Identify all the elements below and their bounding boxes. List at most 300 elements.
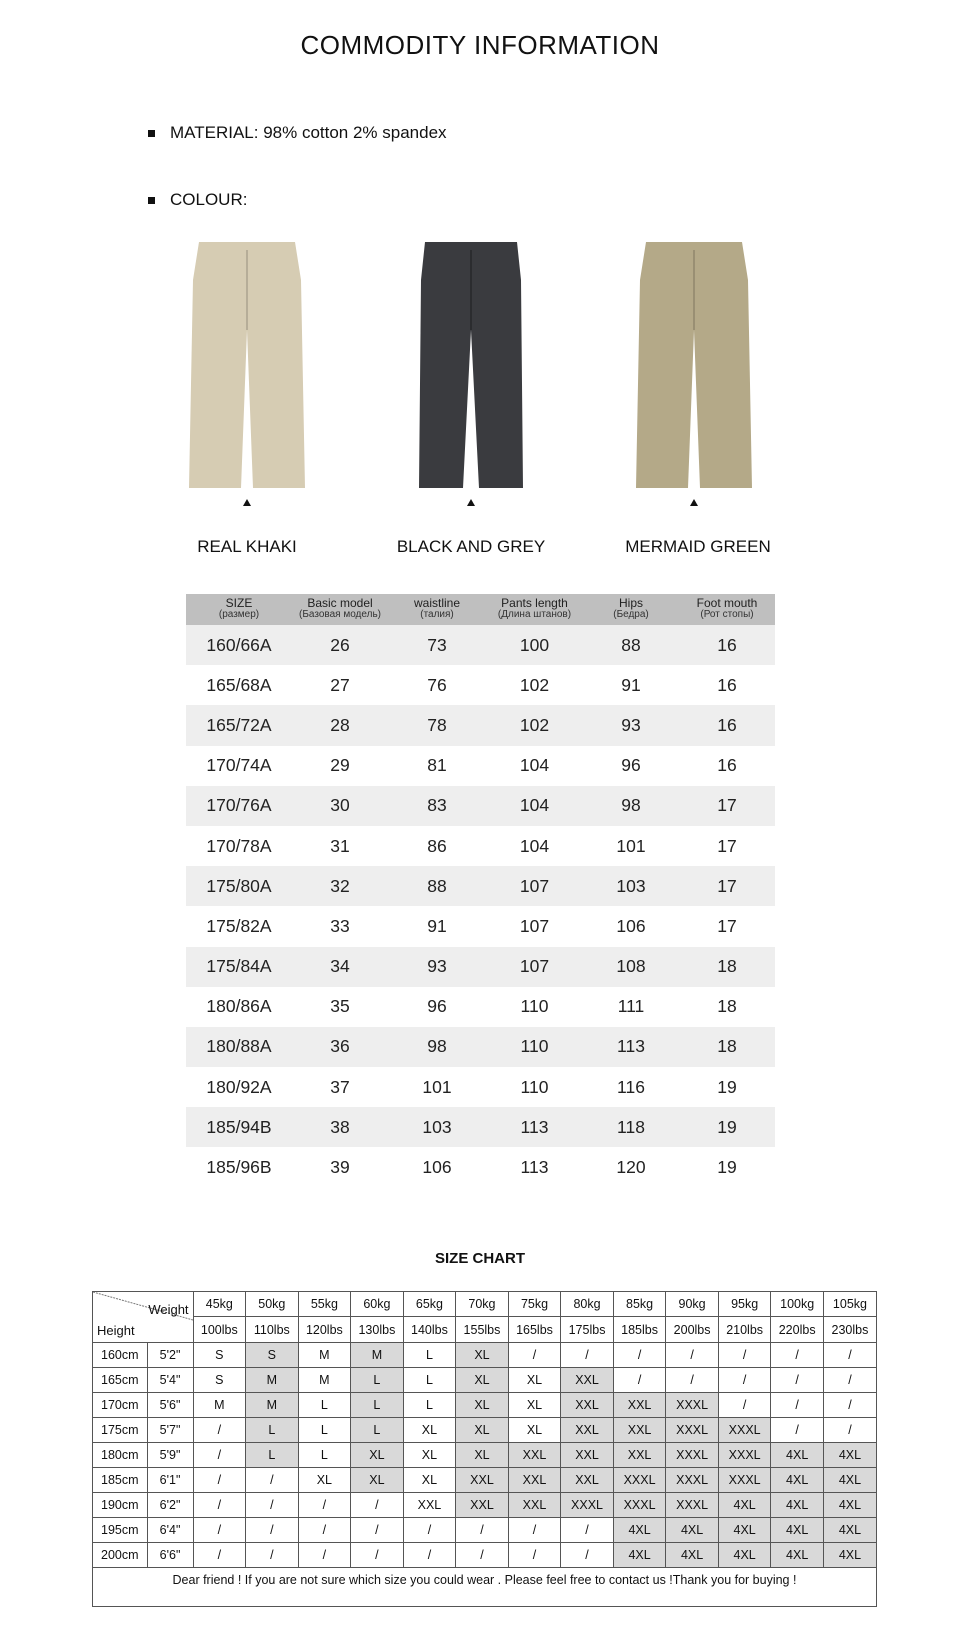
table-row xyxy=(186,826,775,866)
size-cell: / xyxy=(403,1518,456,1543)
height-cm: 200cm xyxy=(93,1543,147,1568)
cell-size: 185/94B xyxy=(206,1116,272,1137)
size-cell: / xyxy=(771,1393,824,1418)
weight-kg-header: 60kg xyxy=(351,1292,404,1317)
size-cell: / xyxy=(351,1493,404,1518)
cell-foot-mouth: 16 xyxy=(717,674,737,695)
size-table-body xyxy=(186,625,775,1188)
table-row xyxy=(186,1107,775,1147)
table-row xyxy=(93,1543,876,1568)
header-hips: Hips (Бедра) xyxy=(613,596,649,620)
weight-kg-header: 100kg xyxy=(771,1292,824,1317)
table-row xyxy=(186,1147,775,1187)
size-cell: / xyxy=(193,1493,246,1518)
cell-foot-mouth: 18 xyxy=(717,1036,737,1057)
weight-lbs-header: 175lbs xyxy=(561,1317,614,1343)
size-cell: 4XL xyxy=(666,1543,719,1568)
cell-hips: 106 xyxy=(616,915,646,936)
size-cell: XXL xyxy=(403,1493,456,1518)
cell-hips: 108 xyxy=(616,956,646,977)
size-cell: XL xyxy=(508,1393,561,1418)
cell-hips: 98 xyxy=(621,795,641,816)
weight-lbs-header: 140lbs xyxy=(403,1317,456,1343)
size-cell: / xyxy=(246,1543,299,1568)
footer-note: Dear friend ! If you are not sure which size you could wear . Please feel free to contact us !Thank you for buying ! xyxy=(172,1573,797,1587)
cell-hips: 96 xyxy=(621,755,641,776)
size-cell: / xyxy=(771,1418,824,1443)
size-cell: / xyxy=(718,1368,771,1393)
size-cell: XXXL xyxy=(613,1468,666,1493)
size-cell: 4XL xyxy=(718,1518,771,1543)
size-cell: L xyxy=(351,1418,404,1443)
cell-hips: 101 xyxy=(616,835,646,856)
table-row xyxy=(93,1368,876,1393)
size-cell: XXL xyxy=(508,1443,561,1468)
size-cell: XXL xyxy=(613,1443,666,1468)
size-cell: XL xyxy=(456,1393,509,1418)
size-cell: L xyxy=(298,1393,351,1418)
table-row xyxy=(186,786,775,826)
size-cell: / xyxy=(298,1543,351,1568)
size-cell: / xyxy=(403,1543,456,1568)
size-cell: XXL xyxy=(456,1468,509,1493)
table-row xyxy=(93,1493,876,1518)
cell-waistline: 73 xyxy=(427,634,447,655)
cell-size: 180/88A xyxy=(206,1036,272,1057)
size-cell: XL xyxy=(508,1368,561,1393)
height-ft: 6'4" xyxy=(147,1518,193,1543)
size-cell: / xyxy=(771,1343,824,1368)
cell-waistline: 96 xyxy=(427,996,447,1017)
cell-pants-length: 107 xyxy=(519,875,550,896)
colour-name-mermaid-green: MERMAID GREEN xyxy=(625,537,771,556)
size-cell: S xyxy=(193,1368,246,1393)
table-row xyxy=(186,705,775,745)
size-cell: XL xyxy=(351,1443,404,1468)
size-cell: XXXL xyxy=(613,1493,666,1518)
height-ft: 5'4" xyxy=(147,1368,193,1393)
size-cell: XL xyxy=(456,1443,509,1468)
size-cell: L xyxy=(351,1368,404,1393)
size-cell: 4XL xyxy=(823,1543,876,1568)
weight-kg-header: 95kg xyxy=(718,1292,771,1317)
size-cell: XL xyxy=(351,1468,404,1493)
size-cell: 4XL xyxy=(666,1518,719,1543)
size-cell: / xyxy=(508,1518,561,1543)
arrow-up-icon xyxy=(243,499,251,506)
height-cm: 170cm xyxy=(93,1393,147,1418)
arrow-up-icon xyxy=(690,499,698,506)
size-cell: 4XL xyxy=(771,1518,824,1543)
size-cell: XL xyxy=(298,1468,351,1493)
cell-foot-mouth: 19 xyxy=(717,1076,737,1097)
cell-foot-mouth: 19 xyxy=(717,1116,737,1137)
height-ft: 5'2" xyxy=(147,1343,193,1368)
weight-kg-header: 50kg xyxy=(246,1292,299,1317)
material-row xyxy=(148,123,447,143)
table-row xyxy=(93,1468,876,1493)
height-cm: 180cm xyxy=(93,1443,147,1468)
table-row xyxy=(186,665,775,705)
table-row xyxy=(93,1343,876,1368)
size-cell: XL xyxy=(456,1368,509,1393)
cell-waistline: 93 xyxy=(427,956,447,977)
weight-kg-header: 75kg xyxy=(508,1292,561,1317)
size-cell: / xyxy=(823,1343,876,1368)
size-cell: L xyxy=(403,1343,456,1368)
height-cm: 185cm xyxy=(93,1468,147,1493)
size-cell: / xyxy=(666,1343,719,1368)
header-foot-mouth: Foot mouth (Рот стопы) xyxy=(696,596,758,620)
cell-size: 175/82A xyxy=(206,915,272,936)
size-cell: / xyxy=(193,1443,246,1468)
size-cell: XXXL xyxy=(666,1493,719,1518)
weight-lbs-header: 120lbs xyxy=(298,1317,351,1343)
cell-size: 180/92A xyxy=(206,1076,272,1097)
size-cell: XXXL xyxy=(666,1418,719,1443)
size-cell: 4XL xyxy=(823,1493,876,1518)
cell-pants-length: 110 xyxy=(520,1036,549,1057)
pants-black-grey-icon xyxy=(411,240,531,490)
cell-basic-model: 30 xyxy=(330,795,350,816)
size-cell: 4XL xyxy=(771,1468,824,1493)
material-text: MATERIAL: 98% cotton 2% spandex xyxy=(170,123,447,142)
height-ft: 6'6" xyxy=(147,1543,193,1568)
header-size: SIZE (размер) xyxy=(218,596,260,620)
cell-waistline: 103 xyxy=(422,1116,452,1137)
cell-size: 170/78A xyxy=(206,835,272,856)
table-row xyxy=(186,866,775,906)
cell-hips: 120 xyxy=(616,1157,646,1178)
bullet-icon xyxy=(148,197,155,204)
cell-waistline: 98 xyxy=(427,1036,447,1057)
cell-size: 160/66A xyxy=(206,634,272,655)
size-cell: / xyxy=(193,1543,246,1568)
cell-foot-mouth: 17 xyxy=(717,835,737,856)
weight-lbs-header: 155lbs xyxy=(456,1317,509,1343)
size-cell: 4XL xyxy=(718,1543,771,1568)
size-cell: M xyxy=(351,1343,404,1368)
cell-hips: 116 xyxy=(617,1076,645,1097)
size-cell: XXXL xyxy=(561,1493,614,1518)
size-cell: / xyxy=(613,1368,666,1393)
cell-waistline: 106 xyxy=(422,1157,452,1178)
cell-basic-model: 39 xyxy=(330,1157,350,1178)
size-cell: XXL xyxy=(561,1468,614,1493)
table-row xyxy=(186,625,775,665)
table-row xyxy=(186,1027,775,1067)
weight-kg-header: 45kg xyxy=(193,1292,246,1317)
size-cell: / xyxy=(771,1368,824,1393)
size-cell: S xyxy=(193,1343,246,1368)
colour-name-khaki: REAL KHAKI xyxy=(197,537,297,556)
cell-basic-model: 29 xyxy=(330,755,350,776)
cell-basic-model: 26 xyxy=(330,634,350,655)
size-cell: 4XL xyxy=(613,1518,666,1543)
header-pants-length: Pants length (Длина штанов) xyxy=(497,596,572,620)
size-cell: XXXL xyxy=(666,1443,719,1468)
size-cell: 4XL xyxy=(823,1518,876,1543)
size-cell: / xyxy=(246,1468,299,1493)
cell-size: 175/80A xyxy=(206,875,272,896)
cell-pants-length: 104 xyxy=(519,755,550,776)
table-row xyxy=(186,906,775,946)
weight-height-corner xyxy=(93,1292,193,1343)
cell-foot-mouth: 18 xyxy=(717,996,737,1017)
cell-foot-mouth: 16 xyxy=(717,714,737,735)
pants-mermaid-green-icon xyxy=(634,240,754,490)
table-row xyxy=(186,746,775,786)
cell-pants-length: 100 xyxy=(519,634,550,655)
cell-pants-length: 104 xyxy=(519,795,550,816)
size-cell: M xyxy=(246,1393,299,1418)
size-cell: 4XL xyxy=(718,1493,771,1518)
size-cell: XL xyxy=(508,1418,561,1443)
cell-pants-length: 107 xyxy=(519,915,550,936)
cell-waistline: 83 xyxy=(427,795,447,816)
cell-basic-model: 31 xyxy=(330,835,350,856)
weight-lbs-header: 200lbs xyxy=(666,1317,719,1343)
cell-hips: 88 xyxy=(621,634,641,655)
height-ft: 5'6" xyxy=(147,1393,193,1418)
size-cell: M xyxy=(193,1393,246,1418)
weight-kg-header: 80kg xyxy=(561,1292,614,1317)
pants-khaki-icon xyxy=(187,240,307,490)
size-cell: XXL xyxy=(508,1468,561,1493)
size-cell: / xyxy=(823,1393,876,1418)
size-cell: L xyxy=(403,1368,456,1393)
size-cell: / xyxy=(351,1543,404,1568)
size-cell: L xyxy=(298,1418,351,1443)
size-cell: XXXL xyxy=(718,1443,771,1468)
height-label: Height xyxy=(97,1323,135,1338)
table-row xyxy=(93,1393,876,1418)
cell-waistline: 76 xyxy=(427,674,447,695)
size-cell: / xyxy=(298,1493,351,1518)
cell-foot-mouth: 16 xyxy=(717,755,737,776)
weight-lbs-header: 110lbs xyxy=(246,1317,299,1343)
colour-label: COLOUR: xyxy=(170,190,248,209)
size-cell: XXXL xyxy=(718,1468,771,1493)
size-cell: / xyxy=(823,1418,876,1443)
weight-lbs-header: 165lbs xyxy=(508,1317,561,1343)
cell-waistline: 91 xyxy=(427,915,447,936)
size-cell: XXL xyxy=(613,1393,666,1418)
size-table-header xyxy=(186,594,775,625)
size-cell: XXL xyxy=(613,1418,666,1443)
cell-size: 165/68A xyxy=(206,674,272,695)
cell-basic-model: 36 xyxy=(330,1036,350,1057)
cell-pants-length: 102 xyxy=(519,714,550,735)
cell-foot-mouth: 16 xyxy=(717,634,737,655)
cell-foot-mouth: 17 xyxy=(717,875,737,896)
size-cell: XL xyxy=(403,1443,456,1468)
weight-kg-header: 90kg xyxy=(666,1292,719,1317)
size-cell: S xyxy=(246,1343,299,1368)
size-cell: XXXL xyxy=(666,1468,719,1493)
weight-kg-header: 70kg xyxy=(456,1292,509,1317)
size-cell: / xyxy=(246,1518,299,1543)
table-row xyxy=(93,1418,876,1443)
size-cell: XXXL xyxy=(666,1393,719,1418)
size-cell: 4XL xyxy=(771,1493,824,1518)
cell-hips: 93 xyxy=(621,714,641,735)
cell-waistline: 81 xyxy=(427,755,447,776)
weight-lbs-header: 185lbs xyxy=(613,1317,666,1343)
size-cell: / xyxy=(193,1418,246,1443)
table-row xyxy=(93,1443,876,1468)
cell-pants-length: 113 xyxy=(520,1116,549,1137)
size-measurement-table xyxy=(186,594,775,1188)
weight-lbs-header: 210lbs xyxy=(718,1317,771,1343)
size-chart-title: SIZE CHART xyxy=(435,1250,525,1267)
cell-foot-mouth: 17 xyxy=(717,795,737,816)
size-cell: L xyxy=(246,1443,299,1468)
table-row xyxy=(186,987,775,1027)
size-cell: 4XL xyxy=(823,1468,876,1493)
size-cell: L xyxy=(351,1393,404,1418)
cell-waistline: 78 xyxy=(427,714,447,735)
header-basic-model: Basic model (Базовая модель) xyxy=(299,596,381,620)
size-cell: XL xyxy=(456,1343,509,1368)
size-cell: XL xyxy=(456,1418,509,1443)
size-cell: / xyxy=(561,1518,614,1543)
size-cell: / xyxy=(351,1518,404,1543)
size-cell: XXL xyxy=(561,1443,614,1468)
size-cell: 4XL xyxy=(613,1543,666,1568)
size-cell: / xyxy=(193,1518,246,1543)
cell-pants-length: 110 xyxy=(520,996,549,1017)
size-cell: / xyxy=(456,1543,509,1568)
weight-lbs-header: 230lbs xyxy=(823,1317,876,1343)
size-chart-table xyxy=(93,1292,876,1568)
table-row xyxy=(186,947,775,987)
size-cell: / xyxy=(193,1468,246,1493)
size-cell: XL xyxy=(403,1468,456,1493)
size-cell: XXL xyxy=(561,1418,614,1443)
cell-foot-mouth: 18 xyxy=(717,956,737,977)
weight-lbs-header: 220lbs xyxy=(771,1317,824,1343)
cell-waistline: 101 xyxy=(422,1076,452,1097)
cell-size: 175/84A xyxy=(206,956,272,977)
table-row xyxy=(93,1518,876,1543)
cell-basic-model: 35 xyxy=(330,996,350,1017)
weight-kg-header: 55kg xyxy=(298,1292,351,1317)
cell-size: 180/86A xyxy=(206,996,272,1017)
cell-hips: 113 xyxy=(617,1036,645,1057)
size-cell: / xyxy=(666,1368,719,1393)
colour-name-black-grey: BLACK AND GREY xyxy=(396,537,546,556)
size-cell: XXL xyxy=(508,1493,561,1518)
height-ft: 6'2" xyxy=(147,1493,193,1518)
page-title: COMMODITY INFORMATION xyxy=(300,30,660,60)
size-chart-grid xyxy=(92,1291,877,1607)
size-cell: M xyxy=(246,1368,299,1393)
size-cell: XXL xyxy=(456,1493,509,1518)
weight-kg-header: 85kg xyxy=(613,1292,666,1317)
cell-size: 170/76A xyxy=(206,795,272,816)
cell-pants-length: 110 xyxy=(520,1076,549,1097)
cell-hips: 118 xyxy=(617,1116,645,1137)
weight-label: Weight xyxy=(148,1302,189,1317)
size-cell: L xyxy=(298,1443,351,1468)
cell-waistline: 86 xyxy=(427,835,447,856)
size-cell: / xyxy=(456,1518,509,1543)
table-row xyxy=(186,1067,775,1107)
size-cell: XXL xyxy=(561,1368,614,1393)
height-ft: 6'1" xyxy=(147,1468,193,1493)
cell-pants-length: 102 xyxy=(519,674,550,695)
cell-foot-mouth: 17 xyxy=(717,915,737,936)
cell-basic-model: 27 xyxy=(330,674,350,695)
size-cell: XXXL xyxy=(718,1418,771,1443)
height-cm: 175cm xyxy=(93,1418,147,1443)
size-cell: L xyxy=(403,1393,456,1418)
size-cell: / xyxy=(561,1343,614,1368)
size-cell: M xyxy=(298,1368,351,1393)
arrow-up-icon xyxy=(467,499,475,506)
size-cell: / xyxy=(508,1543,561,1568)
weight-kg-header: 105kg xyxy=(823,1292,876,1317)
cell-basic-model: 33 xyxy=(330,915,350,936)
header-waistline: waistline (талия) xyxy=(413,596,461,620)
cell-basic-model: 32 xyxy=(330,875,350,896)
size-cell: / xyxy=(246,1493,299,1518)
cell-size: 185/96B xyxy=(206,1157,272,1178)
size-cell: 4XL xyxy=(771,1543,824,1568)
size-cell: XXL xyxy=(561,1393,614,1418)
cell-size: 170/74A xyxy=(206,755,272,776)
weight-lbs-header: 100lbs xyxy=(193,1317,246,1343)
height-ft: 5'7" xyxy=(147,1418,193,1443)
height-cm: 190cm xyxy=(93,1493,147,1518)
cell-size: 165/72A xyxy=(206,714,272,735)
height-cm: 160cm xyxy=(93,1343,147,1368)
cell-basic-model: 34 xyxy=(330,956,350,977)
size-cell: / xyxy=(823,1368,876,1393)
cell-pants-length: 104 xyxy=(519,835,550,856)
size-cell: / xyxy=(298,1518,351,1543)
size-cell: / xyxy=(613,1343,666,1368)
colour-row xyxy=(148,190,247,210)
size-cell: / xyxy=(508,1343,561,1368)
height-cm: 195cm xyxy=(93,1518,147,1543)
cell-basic-model: 37 xyxy=(330,1076,350,1097)
cell-hips: 111 xyxy=(617,996,645,1017)
cell-foot-mouth: 19 xyxy=(717,1157,737,1178)
size-cell: / xyxy=(718,1343,771,1368)
weight-kg-header: 65kg xyxy=(403,1292,456,1317)
cell-basic-model: 38 xyxy=(330,1116,350,1137)
size-cell: 4XL xyxy=(823,1443,876,1468)
cell-basic-model: 28 xyxy=(330,714,350,735)
cell-hips: 103 xyxy=(616,875,646,896)
size-cell: L xyxy=(246,1418,299,1443)
bullet-icon xyxy=(148,130,155,137)
size-cell: XL xyxy=(403,1418,456,1443)
lbs-header-row xyxy=(93,1317,876,1343)
size-cell: / xyxy=(561,1543,614,1568)
size-cell: 4XL xyxy=(771,1443,824,1468)
cell-pants-length: 107 xyxy=(519,956,550,977)
cell-waistline: 88 xyxy=(427,875,447,896)
size-cell: / xyxy=(718,1393,771,1418)
cell-pants-length: 113 xyxy=(520,1157,549,1178)
height-ft: 5'9" xyxy=(147,1443,193,1468)
height-cm: 165cm xyxy=(93,1368,147,1393)
cell-hips: 91 xyxy=(621,674,641,695)
size-cell: M xyxy=(298,1343,351,1368)
